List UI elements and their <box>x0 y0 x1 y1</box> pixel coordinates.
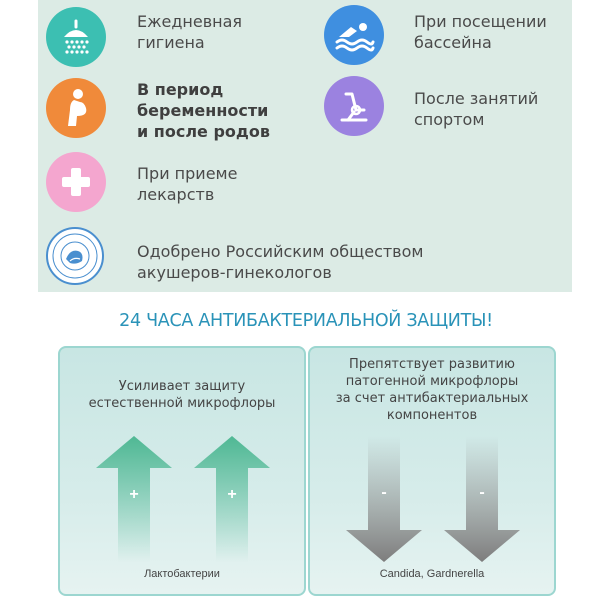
feature-label: В период беременности и после родов <box>137 80 270 141</box>
plus-sign: + <box>129 486 139 503</box>
panel-title: Препятствует развитию патогенной микрофлоры за счет антибактериальных компонентов <box>335 357 529 423</box>
shower-icon <box>56 17 96 57</box>
panel-caption: Candida, Gardnerella <box>379 568 485 580</box>
plus-icon <box>58 164 94 200</box>
feature-sport <box>324 76 384 136</box>
minus-sign: - <box>479 484 485 501</box>
feature-label: При приеме лекарств <box>137 164 238 204</box>
society-seal <box>46 227 104 285</box>
exercise-bike-icon <box>334 86 374 126</box>
society-seal-icon <box>50 231 100 281</box>
feature-pregnancy <box>46 78 106 138</box>
feature-label: При посещении бассейна <box>414 12 547 52</box>
panel-protection <box>58 346 306 596</box>
feature-label: После занятий спортом <box>414 89 539 129</box>
plus-sign: + <box>227 486 237 503</box>
panel-caption: Лактобактерии <box>144 568 220 580</box>
minus-sign: - <box>381 484 387 501</box>
swimmer-icon <box>333 15 375 55</box>
banner-title: 24 ЧАСА АНТИБАКТЕРИАЛЬНОЙ ЗАЩИТЫ! <box>119 311 493 331</box>
panel-pathogens <box>308 346 556 596</box>
feature-medicine <box>46 152 106 212</box>
panel-title: Усиливает защиту естественной микрофлоры <box>88 379 276 411</box>
approval-text: Одобрено Российским обществом акушеров-гинекологов <box>137 242 424 282</box>
feature-pool <box>324 5 384 65</box>
feature-label: Ежедневная гигиена <box>137 12 243 52</box>
feature-daily-hygiene <box>46 7 106 67</box>
pregnant-woman-icon <box>56 86 96 130</box>
